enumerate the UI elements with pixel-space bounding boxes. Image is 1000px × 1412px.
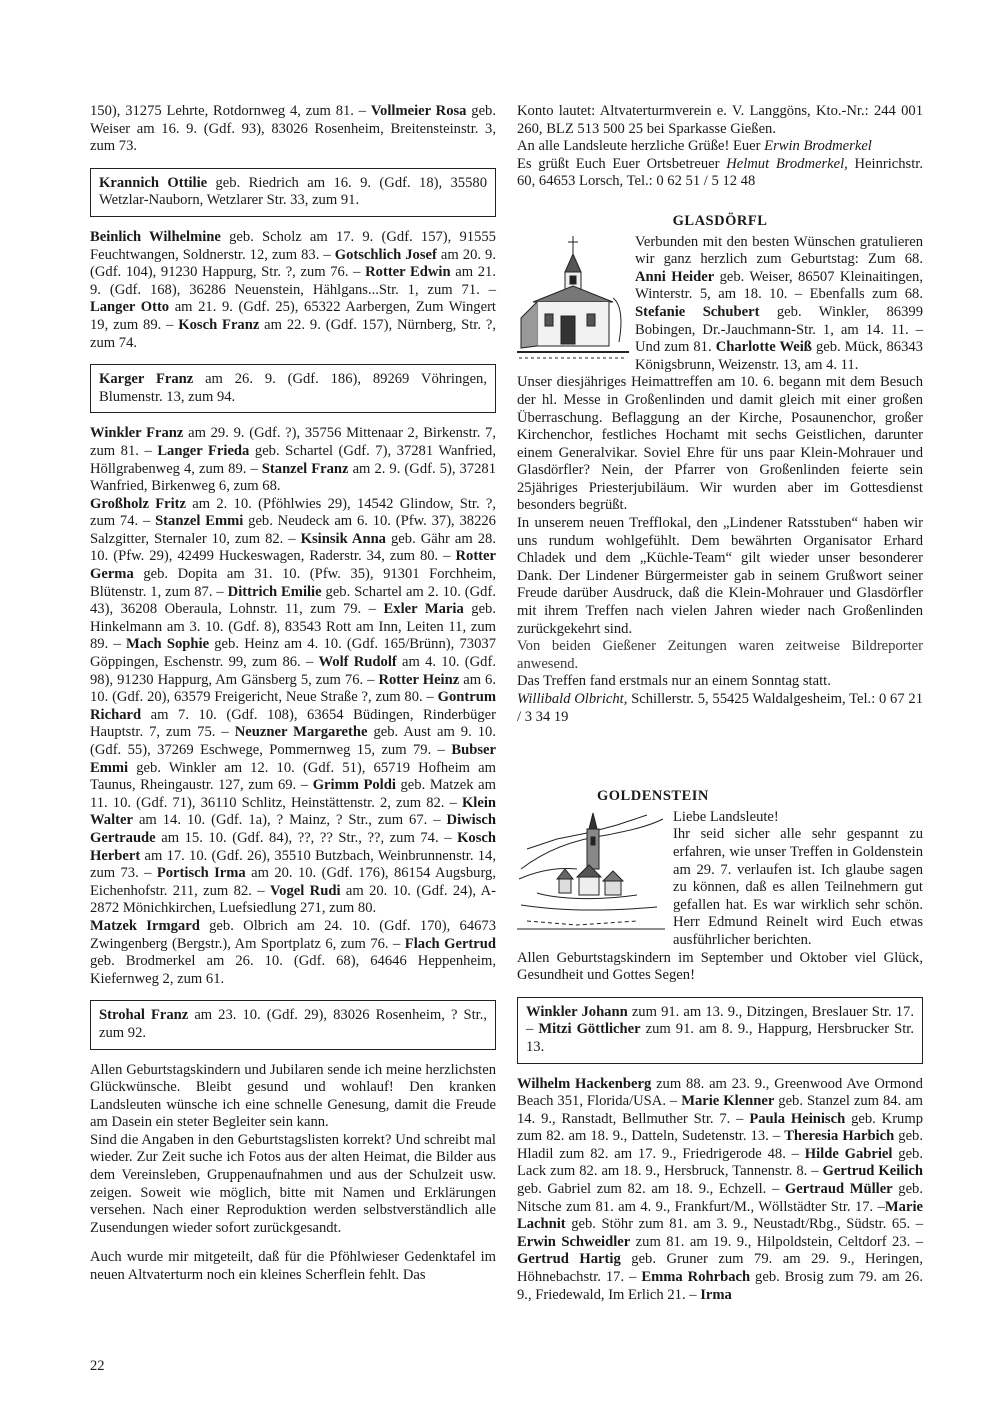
right-column — [517, 103, 923, 1304]
text-run: geb. Brosig zum 79. am 26. 9., Friedewald, Im Erlich 21. – — [517, 1269, 923, 1303]
person-name: Mach Sophie — [125, 636, 210, 653]
text-run: am 20. 9. (Gdf. 104), 91230 Happurg, Str. ?, zum 76. – — [90, 246, 497, 281]
box-text — [99, 371, 487, 406]
person-name: Rotter Heinz — [378, 671, 460, 688]
text-run: geb. Nitsche zum 81. am 4. 9., Frankfurt/M., Wöllstädter Str. 17. – — [517, 1181, 924, 1215]
text-run: geb. Winkler am 12. 10. (Gdf. 51), 65719 Hofheim am Taunus, Rheingaustr. 127, zum 69. – — [90, 759, 496, 794]
text-run: Verbunden mit den besten Wünschen gratulieren wir ganz herzlich zum Geburtstag: Zum 68. — [635, 233, 923, 268]
person-name: Diwisch Gertraude — [90, 812, 496, 846]
text-run: zum 81. am 19. 9., Hilpoldstein, Celtdorf 23. – — [630, 1233, 923, 1250]
text-run: geb. Schartel (Gdf. 7), 37281 Wanfried, Höllgrabenweg 4, zum 89. – — [90, 442, 496, 477]
text-p5 — [90, 918, 496, 988]
person-name: Stanzel Franz — [261, 460, 349, 477]
left-column — [90, 103, 496, 1285]
text-p7: Sind die Angaben in den Geburtstagslisten korrekt? Und schreibt mal wieder. Zur Zeit suche ich Fotos aus der alten Heimat, die Bilder aus dem Vereinsleben, Gruppenaufnahmen und aus der Schulzeit usw. zeigen. Soweit wie möglich, bitte mit Namen und Erklärungen versehen. Nach einer Reproduktion werden selbstverständlich alle Zusendungen wieder sofort zurückgesandt. — [90, 1131, 496, 1236]
text-run: Schillerstr. 5, 55425 Waldalgesheim, Tel.: 0 67 21 / 3 34 19 — [517, 691, 924, 725]
person-name: Ksinsik Anna — [300, 530, 386, 547]
text-run: geb. Brodmerkel am 26. 10. (Gdf. 68), 64646 Heppenheim, Kiefernweg 2, zum 61. — [90, 953, 496, 987]
person-name: Winkler Franz — [90, 425, 184, 442]
box-text — [99, 1007, 487, 1042]
person-name: Bubser Emmi — [90, 742, 496, 776]
person-name: Marie Lachnit — [517, 1198, 923, 1233]
person-name: Irma — [700, 1286, 732, 1303]
text-run: geb. Matzek am 11. 10. (Gdf. 71), 36110 Schlitz, Heinstättenstr. 2, zum 82. – — [90, 777, 496, 811]
person-name: Marie Klenner — [681, 1093, 775, 1110]
text-p3 — [90, 425, 496, 495]
signature-name: Erwin Brodmerkel — [764, 138, 872, 155]
person-name: Langer Frieda — [157, 442, 250, 459]
section-glasdoerfl — [517, 213, 923, 726]
text-run: am 15. 10. (Gdf. 84), ??, ?? Str., ??, zum 74. – — [155, 829, 458, 846]
person-name: Exler Maria — [383, 601, 464, 618]
person-name: Flach Gertrud — [404, 935, 496, 952]
person-name: Theresia Harbich — [784, 1128, 895, 1145]
page-number: 22 — [90, 1358, 105, 1374]
text-run: am 20. 10. (Gdf. 24), A-2872 Mönichkirchen, Luefsiedlung 271, zum 80. — [90, 882, 496, 917]
text-run: geb. Krump zum 82. am 18. 9., Datteln, Sudetenstr. 13. – — [517, 1110, 923, 1145]
person-name: Kosch Herbert — [90, 829, 496, 864]
text-run: Es grüßt Euch Euer Ortsbetreuer — [517, 155, 727, 172]
person-name: Gertrud Keilich — [822, 1163, 923, 1180]
text-run: geb. Neudeck am 6. 10. (Pfw. 37), 38226 Salzgitter, Sternaler 10, zum 82. – — [90, 513, 496, 547]
text-run: geb. Dopita am 31. 10. (Pfw. 35), 91301 Forchheim, Blütenstr. 1, zum 87. – — [90, 566, 496, 600]
person-name: Strohal Franz — [99, 1007, 189, 1024]
section-heading-goldenstein: GOLDENSTEIN — [597, 788, 709, 805]
text-run: zum 91. am 13. 9., Ditzingen, Breslauer Str. 17. – — [526, 1003, 914, 1038]
text-run: am 21. 9. (Gdf. 168), 36286 Neuenstein, Hählgans...Str. 1, zum 71. – — [90, 264, 496, 298]
text-run: geb. Gähr am 28. 10. (Pfw. 29), 42499 Huckeswagen, Raderstr. 34, zum 80. – — [90, 530, 496, 565]
text-run: zum 88. am 23. 9., Greenwood Ave Ormond Beach 351, Florida/USA. – — [517, 1075, 923, 1110]
text-run: am 23. 10. (Gdf. 29), 83026 Rosenheim, ? Str., zum 92. — [99, 1007, 487, 1041]
text-run: am 14. 10. (Gdf. 1a), ? Mainz, ? Str., zum 67. – — [132, 812, 447, 829]
text-run: zum 91. am 8. 9., Happurg, Hersbrucker Str. 13. — [526, 1021, 914, 1055]
person-name: Paula Heinisch — [749, 1110, 846, 1127]
person-name: Portisch Irma — [156, 865, 246, 882]
text-run: am 2. 10. (Pföhlwies 29), 14542 Glindow, Str. ?, zum 74. – — [90, 495, 497, 530]
text-r3 — [517, 156, 923, 191]
box-text — [99, 175, 487, 210]
text-run: am 29. 9. (Gdf. ?), 35756 Mittenaar 2, Birkenstr. 7, zum 81. – — [90, 425, 497, 459]
text-run: geb. Weiser am 16. 9. (Gdf. 93), 83026 Rosenheim, Breitensteinstr. 3, zum 73. — [90, 103, 496, 155]
text-p2 — [90, 229, 496, 352]
text-run: geb. Riedrich am 16. 9. (Gdf. 18), 35580 Wetzlar-Nauborn, Wetzlarer Str. 33, zum 91. — [99, 174, 487, 209]
person-name: Rotter Edwin — [365, 264, 451, 281]
text-run: am 2. 9. (Gdf. 5), 37281 Wanfried, Birkenweg 6, zum 68. — [90, 460, 496, 495]
person-name: Stanzel Emmi — [155, 513, 244, 530]
person-name: Emma Rohrbach — [641, 1269, 751, 1286]
person-name: Krannich Ottilie — [99, 174, 208, 191]
person-name: Winkler Johann — [526, 1003, 628, 1020]
text-run: am 4. 10. (Gdf. 98), 91230 Happurg, Am Gänsberg 5, zum 76. – — [90, 654, 496, 688]
text-r1: Konto lautet: Altvaterturmverein e. V. Langgöns, Kto.-Nr.: 244 001 260, BLZ 513 500 25 bei Sparkasse Gießen. — [517, 103, 923, 137]
text-p4 — [90, 496, 496, 918]
person-name: Langer Otto — [90, 299, 170, 316]
person-name: Wilhelm Hackenberg — [517, 1075, 652, 1092]
text-run: geb. Aust am 9. 10. (Gdf. 55), 37269 Eschwege, Pommernweg 15, zum 79. – — [90, 724, 496, 758]
person-name: Vogel Rudi — [269, 882, 341, 899]
birthday-box-strohal — [90, 1000, 496, 1049]
person-name: Klein Walter — [90, 794, 496, 829]
person-name: Mitzi Göttlicher — [538, 1021, 641, 1038]
person-name: Beinlich Wilhelmine — [90, 228, 221, 245]
person-name: Matzek Irmgard — [90, 917, 200, 934]
text-p6: Allen Geburtstagskindern und Jubilaren sende ich meine herzlichsten Glückwünsche. Bleibt gesund und wohlauf! Den kranken Landsleuten wünsche ich eine schnelle Genesung, damit die Freude am Dasein ein steter Begleiter sein kann. — [90, 1061, 496, 1131]
chapel-illustration — [517, 234, 629, 362]
birthday-box-karger — [90, 364, 496, 413]
person-name: Wolf Rudolf — [318, 654, 397, 671]
gold-birthdays — [517, 1076, 923, 1305]
text-r2 — [517, 138, 923, 156]
text-run: am 6. 10. (Gdf. 20), 63579 Freigericht, Neue Straße ?, zum 80. – — [90, 671, 496, 706]
signature-name: Helmut Brodmerkel, — [726, 155, 848, 172]
person-name: Großholz Fritz — [90, 495, 186, 512]
section-goldenstein — [517, 788, 923, 1304]
person-name: Hilde Gabriel — [804, 1145, 893, 1162]
person-name: Stefanie Schubert — [635, 303, 760, 320]
person-name: Gertrud Hartig — [517, 1251, 621, 1268]
person-name: Gertraud Müller — [784, 1181, 893, 1198]
text-run: An alle Landsleute herzliche Grüße! Euer — [517, 138, 765, 155]
text-run: 150), 31275 Lehrte, Rotdornweg 4, zum 81. – — [90, 103, 371, 119]
person-name: Dittrich Emilie — [227, 583, 322, 600]
section-heading-glasdoerfl: GLASDÖRFL — [672, 212, 768, 229]
text-run: geb. Hinkelmann am 3. 10. (Gdf. 8), 83543 Rott am Inn, Leiten 11, zum 89. – — [90, 601, 496, 653]
person-name: Charlotte Weiß — [715, 339, 812, 356]
person-name: Erwin Schweidler — [517, 1233, 631, 1250]
gold-wishes: Allen Geburtstagskindern im September und Oktober viel Glück, Gesundheit und Gottes Segen! — [517, 949, 923, 984]
text-run: geb. Scholz am 17. 9. (Gdf. 157), 91555 Feuchtwangen, Soldnerstr. 12, zum 83. – — [90, 228, 496, 263]
person-name: Anni Heider — [635, 268, 715, 285]
gold-salutation: Liebe Landsleute! — [673, 808, 779, 825]
text-run: geb. Schartel am 2. 10. (Gdf. 43), 36208 Oberaula, Lohnstr. 11, zum 79. – — [90, 583, 496, 618]
text-run: am 22. 9. (Gdf. 157), Nürnberg, Str. ?, zum 74. — [90, 316, 496, 351]
person-name: Gotschlich Josef — [334, 246, 437, 263]
glas-report-3: Von beiden Gießener Zeitungen waren zeitweise Bildreporter anwesend. — [517, 638, 923, 672]
person-name: Rotter Germa — [90, 548, 496, 583]
person-name: Kosch Franz — [178, 316, 260, 333]
text-run: geb. Hladil zum 82. am 17. 9., Friedrigerode 48. – — [517, 1128, 924, 1162]
text-run: am 20. 10. (Gdf. 176), 86154 Augsburg, Eichenhofstr. 211, zum 82. – — [90, 865, 496, 899]
glas-report-2: In unserem neuen Trefflokal, den „Lindener Ratsstuben“ haben wir uns rundum wohlgefühlt. Dem bewährten Organisator Erhard Chladek und dem „Küchle-Team“ gilt wieder unser besonderer Dank. Der Lindener Bürgermeister gab in seinem Grußwort seiner Freude darüber Ausdruck, daß die Klein-Mohrauer und Glasdörfler mit ihrem Treffen nach vielen Jahren wieder nach Großenlinden zurückgekehrt sind. — [517, 515, 923, 637]
text-run: geb. Olbrich am 24. 10. (Gdf. 170), 64673 Zwingenberg (Bergstr.), Am Sportplatz 6, zum 76. – — [90, 917, 497, 952]
text-run: geb. Mück, 86343 Königsbrunn, Weizenstr. 13, am 4. 11. — [635, 339, 923, 373]
text-run: geb. Winkler, 86399 Bobingen, Dr.-Jauchmann-Str. 1, am 14. 11. – Und zum 81. — [635, 303, 923, 356]
text-run: Heinrichstr. 60, 64653 Lorsch, Tel.: 0 62 51 / 5 12 48 — [517, 155, 923, 190]
text-run: geb. Lack zum 82. am 18. 9., Hersbruck, Tannenstr. 8. – — [517, 1145, 923, 1180]
text-run: am 17. 10. (Gdf. 26), 35510 Butzbach, Weinbrunnenstr. 14, zum 73. – — [90, 847, 496, 882]
person-name: Grimm Poldi — [312, 777, 396, 794]
text-run: geb. Gruner zum 79. am 29. 9., Heringen, Höhnebachstr. 17. – — [517, 1251, 923, 1286]
text-run: geb. Heinz am 4. 10. (Gdf. 165/Brünn), 73037 Göppingen, Eschenstr. 99, zum 86. – — [90, 636, 496, 671]
person-name: Vollmeier Rosa — [370, 103, 467, 119]
birthday-box-winkler — [517, 997, 923, 1064]
person-name: Gontrum Richard — [90, 689, 496, 723]
text-run: geb. Weiser, 86507 Kleinaitingen, Winterstr. 5, am 18. 10. – Ebenfalls zum 68. — [635, 268, 923, 303]
text-run: am 26. 9. (Gdf. 186), 89269 Vöhringen, Blumenstr. 13, zum 94. — [99, 371, 487, 405]
glas-report: Unser diesjähriges Heimattreffen am 10. 6. begann mit dem Besuch der hl. Messe in Großenlinden und damit gleich mit einer großen Überraschung. Beflaggung an der Kirche, Posaunenchor, großer Kirchenchor, festliches Hochamt mit sechs Geistlichen, darunter einem Generalvikar. Soviel Ehre für uns paar Klein-Mohrauer und Glasdörfler? Nein, der Pfarrer von Großenlinden feierte sein 25jähriges Priesterjubiläum. Wir wurden aber im Gottesdienst besonders begrüßt. — [517, 374, 923, 514]
text-p1 — [90, 103, 496, 156]
birthday-box-krannich — [90, 168, 496, 217]
box-text — [526, 1004, 914, 1057]
text-run: geb. Stöhr zum 81. am 3. 9., Neustadt/Rbg., Südstr. 65. – — [565, 1216, 923, 1233]
text-run: am 21. 9. (Gdf. 25), 65322 Aarbergen, Zum Wingert 19, zum 89. – — [90, 299, 496, 333]
signature-name: Willibald Olbricht, — [517, 691, 628, 707]
gold-report: Ihr seid sicher alle sehr gespannt zu erfahren, wie unser Treffen in Goldenstein am 29. 7. verlaufen ist. Ich glaube sagen zu können, daß es allen Teilnehmern gut gefallen hat. Es war wirklich sehr schön. Herr Edmund Reinelt wird Euch etwas ausführlicher berichten. — [673, 826, 923, 948]
glas-report-4: Das Treffen fand erstmals nur an einem Sonntag statt. — [517, 673, 831, 690]
text-run: geb. Stanzel zum 84. am 14. 9., Ranstadt, Bellmuther Str. 7. – — [517, 1093, 923, 1127]
glas-signature — [517, 691, 923, 726]
text-run: geb. Gabriel zum 82. am 18. 9., Echzell. – — [517, 1181, 785, 1198]
person-name: Karger Franz — [99, 371, 194, 388]
text-run: am 7. 10. (Gdf. 108), 63654 Büdingen, Rinderbüger Hauptstr. 7, zum 75. – — [90, 706, 496, 741]
text-p8: Auch wurde mir mitgeteilt, daß für die Pföhlwieser Gedenktafel im neuen Altvaterturm noch ein kleines Scherflein fehlt. Das — [90, 1249, 496, 1284]
person-name: Neuzner Margarethe — [234, 724, 368, 741]
town-illustration — [517, 809, 665, 933]
